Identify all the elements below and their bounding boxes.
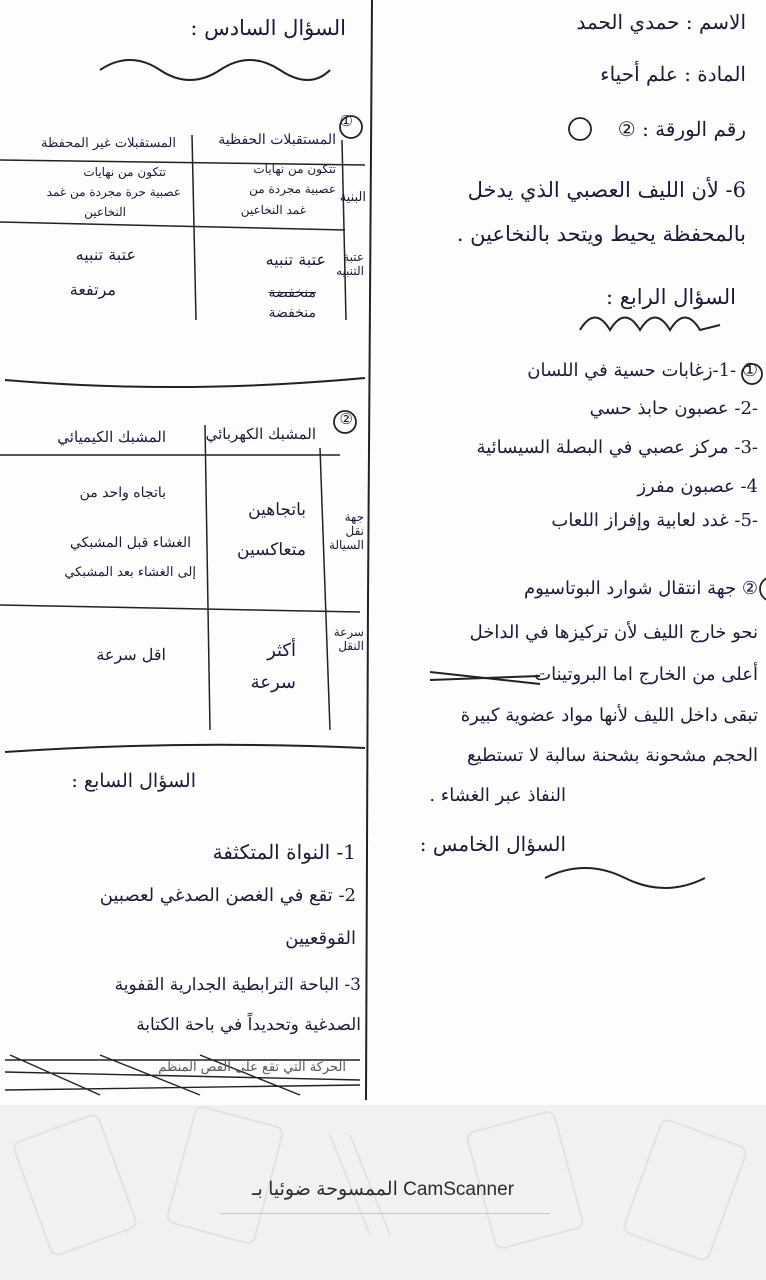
- table1-r1-capsulated-c: غمد النخاعين: [240, 203, 306, 217]
- table2-r2-electrical-b: سرعة: [250, 672, 296, 693]
- q4-part2-line3: أعلى من الخارج اما البروتينات: [534, 664, 758, 685]
- subject-line: المادة : علم أحياء: [600, 62, 746, 86]
- q4-title: السؤال الرابع :: [605, 285, 736, 309]
- q7-crossed-out-text: الحركة التي تقع على الفص المنظم: [158, 1060, 346, 1075]
- table1-r2-capsulated-b: منخفضة: [268, 285, 316, 301]
- q7-title: السؤال السابع :: [71, 770, 196, 792]
- table1-r2-capsulated-c: منخفضة: [268, 305, 316, 321]
- table1-r2-uncapsulated-a: عتبة تنبيه: [75, 245, 136, 264]
- table2-number: ②: [339, 410, 353, 428]
- q7-item-2: 2- تقع في الغصن الصدغي لعصبين: [99, 885, 356, 906]
- student-name: الاسم : حمدي الحمد: [576, 10, 746, 34]
- table2-r1-chemical-b: الغشاء قبل المشبكي: [69, 535, 191, 551]
- q5-title: السؤال الخامس :: [419, 832, 566, 856]
- q4-part2-line6: النفاذ عبر الغشاء .: [429, 785, 566, 806]
- q4-part2-line2: نحو خارج الليف لأن تركيزها في الداخل: [469, 622, 758, 643]
- q7-item-2-cont: القوقعيين: [285, 928, 356, 949]
- q4-item-2: -2- عصبون حابذ حسي: [589, 398, 758, 419]
- table2-r1-electrical-b: متعاكسين: [237, 540, 306, 560]
- table1-r1-capsulated-b: عصبية مجردة من: [249, 182, 336, 196]
- q7-item-3: 3- الباحة الترابطية الجدارية القفوية: [114, 975, 361, 995]
- q7-item-1: 1- النواة المتكثفة: [212, 840, 356, 864]
- table2-r1-chemical-c: إلى الغشاء بعد المشبكي: [64, 565, 196, 580]
- q4-part2-line4: تبقى داخل الليف لأنها مواد عضوية كبيرة: [460, 705, 758, 726]
- table1-header-uncapsulated: المستقبلات غير المحفظة: [41, 136, 176, 151]
- table1-r2-uncapsulated-b: مرتفعة: [69, 280, 116, 299]
- table1-r2-capsulated-a: عتبة تنبيه: [265, 250, 326, 269]
- q4-part2-line5: الحجم مشحونة بشحنة سالبة لا تستطيع: [466, 745, 758, 766]
- table2-rowlabel-direction: جهة نقل السيالة: [328, 510, 364, 552]
- table1-rowlabel-threshold: عتبة التنبيه: [336, 250, 364, 278]
- q6-answer-line2: بالمحفظة يحيط ويتحد بالنخاعين .: [456, 222, 746, 246]
- table1-r1-capsulated-a: تتكون من نهايات: [253, 162, 336, 176]
- q6-answer-line1: 6- لأن الليف العصبي الذي يدخل: [467, 178, 746, 202]
- table2-r1-electrical-a: باتجاهين: [248, 500, 306, 520]
- q6-title: السؤال السادس :: [190, 16, 346, 40]
- table2-r2-chemical: اقل سرعة: [96, 645, 166, 664]
- q4-part2-line1: ② جهة انتقال شوارد البوتاسيوم: [524, 578, 758, 599]
- table2-rowlabel-speed: سرعة النقل: [333, 625, 364, 653]
- table1-r1-uncapsulated-c: النخاعين: [84, 205, 126, 219]
- table1-rowlabel-structure: البنية: [339, 190, 366, 205]
- table2-header-chemical: المشبك الكيميائي: [57, 428, 166, 446]
- table1-r1-uncapsulated-b: عصبية حرة مجردة من غمد: [46, 185, 181, 199]
- table2-header-electrical: المشبك الكهربائي: [205, 425, 316, 443]
- camscanner-underline: [220, 1213, 550, 1214]
- table1-r1-uncapsulated-a: تتكون من نهايات: [83, 165, 166, 179]
- q7-item-3-cont: الصدغية وتحديداً في باحة الكتابة: [136, 1015, 361, 1035]
- table2-r1-chemical-a: باتجاه واحد من: [79, 485, 166, 501]
- q4-item-4: 4- عصبون مفرز: [637, 476, 758, 497]
- camscanner-label: الممسوحة ضوئيا بـ CamScanner: [251, 1179, 515, 1200]
- table1-number: ①: [339, 112, 353, 130]
- q4-item-3: -3- مركز عصبي في البصلة السيسائية: [476, 437, 758, 458]
- paper-number: رقم الورقة : ②: [617, 117, 746, 141]
- table2-r2-electrical-a: أكثر: [267, 640, 296, 661]
- q4-item-1: ① -1-زغابات حسية في اللسان: [527, 360, 758, 381]
- q4-item-5: -5- غدد لعابية وإفراز اللعاب: [551, 510, 758, 531]
- table1-header-capsulated: المستقبلات الحفظية: [218, 132, 336, 148]
